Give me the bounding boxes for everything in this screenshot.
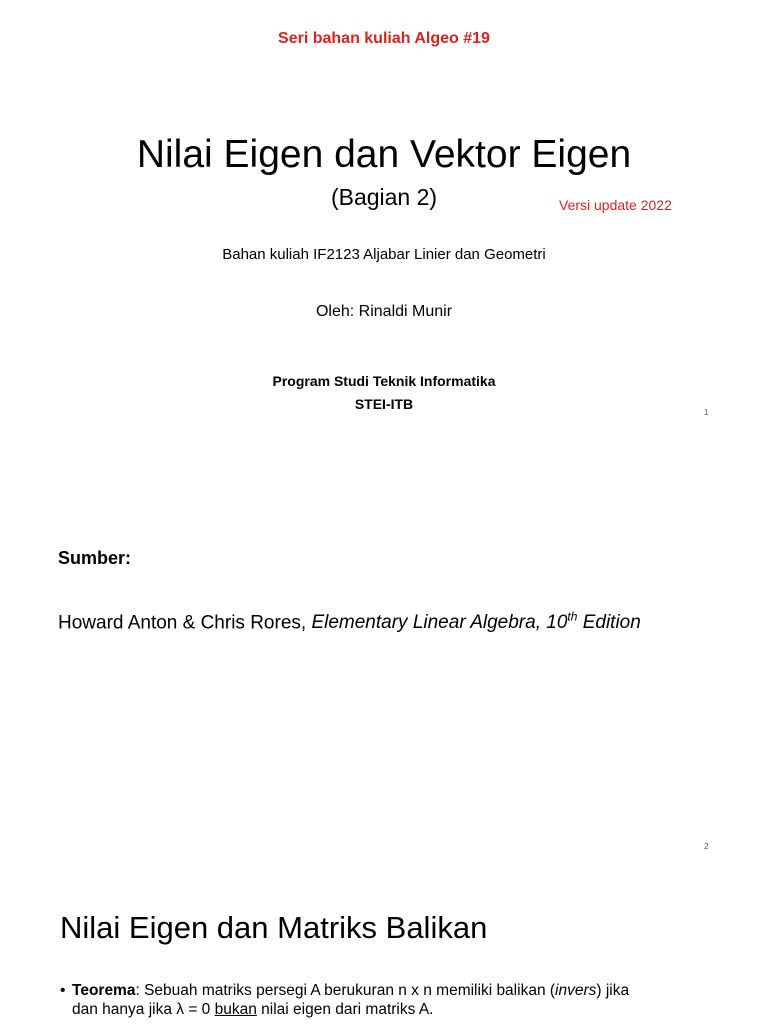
source-heading: Sumber: [58,548,132,568]
slide-1 [0,0,768,430]
page-number: 1 [704,408,709,417]
version-label: Versi update 2022 [559,197,672,213]
slide-3 [0,860,768,1024]
bullet-icon: • [60,982,66,999]
source-edition-rest: Edition [577,612,641,634]
slide-subtitle: (Bagian 2) [330,184,438,210]
theorem-text-part1: : Sebuah matriks persegi A berukuran n x n memiliki balikan ( [135,982,556,999]
source-book-title: Elementary Linear Algebra, 10 [311,612,568,634]
page-number: 2 [704,842,709,851]
theorem-line-1 [60,981,740,1000]
source-authors: Howard Anton & Chris Rores, [58,612,312,634]
theorem-line2-a: dan hanya jika λ = 0 [72,1001,215,1018]
theorem-line-2 [60,1000,740,1019]
program-label: Program Studi Teknik Informatika [272,373,496,389]
theorem-bukan: bukan [214,1001,257,1018]
theorem-line2-b: nilai eigen dari matriks A. [256,1001,434,1018]
course-label: Bahan kuliah IF2123 Aljabar Linier dan Geometri [222,246,546,263]
campus-label: STEI-ITB [354,396,414,412]
source-edition-sup: th [567,610,578,624]
theorem-bullet-item [60,981,740,1019]
theorem-invers: invers [555,982,597,999]
author-label: Oleh: Rinaldi Munir [315,303,453,320]
slide-title: Nilai Eigen dan Matriks Balikan [60,910,488,945]
series-label: Seri bahan kuliah Algeo #19 [278,30,490,47]
theorem-label: Teorema [72,982,136,999]
slide-2 [0,430,768,860]
theorem-text-part2: ) jika [596,982,630,999]
slide-title: Nilai Eigen dan Vektor Eigen [136,133,632,176]
source-reference [58,610,641,634]
